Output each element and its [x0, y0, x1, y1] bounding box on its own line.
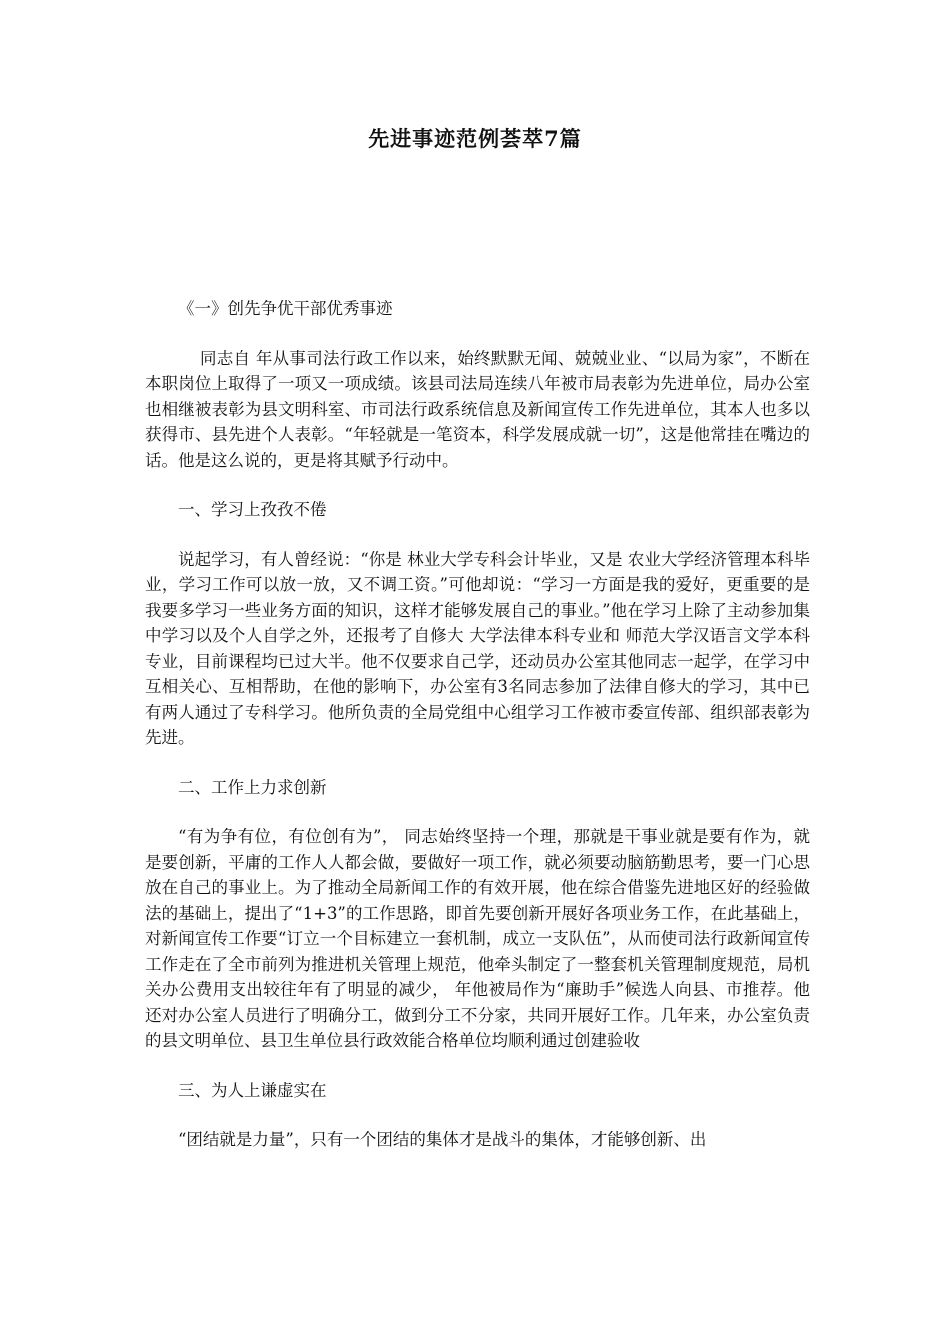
- section-heading-character: 三、为人上谦虚实在: [178, 1080, 327, 1100]
- section-title: 《一》创先争优干部优秀事迹: [178, 299, 393, 318]
- section-heading-innovation: 二、工作上力求创新: [178, 777, 327, 797]
- section-body-study: 说起学习，有人曾经说：“你是 林业大学专科会计毕业，又是 农业大学经济管理本科毕业，学习工作可以放一放，又不调工资。”可他却说：“学习一方面是我的爱好，更重要的是我要多学习一些业务方面的知识，这样才能够发展自己的事业。”他在学习上除了主动参加集中学习以及个人自学之外，还报考了自修大 大学法律本科专业和 师范大学汉语言文学本科专业，目前课程均已过大半。他不仅要求自己学，还动员办公室其他同志一起学，在学习中互相关心、互相帮助，在他的影响下，办公室有3名同志参加了法律自修大的学习，其中已有两人通过了专科学习。他所负责的全局党组中心组学习工作被市委宣传部、组织部表彰为先进。: [145, 549, 810, 747]
- intro-paragraph: 同志自 年从事司法行政工作以来，始终默默无闻、兢兢业业、“以局为家”，不断在本职岗位上取得了一项又一项成绩。该县司法局连续八年被市局表彰为先进单位，局办公室也相继被表彰为县文明科室、市司法行政系统信息及新闻宣传工作先进单位，其本人也多以获得市、县先进个人表彰。“年轻就是一笔资本，科学发展成就一切”，这是他常挂在嘴边的话。他是这么说的，更是将其赋予行动中。: [145, 348, 810, 470]
- document-body: [145, 296, 810, 1153]
- section-body-character: “团结就是力量”，只有一个团结的集体才是战斗的集体，才能够创新、出: [178, 1130, 707, 1149]
- section-heading-study: 一、学习上孜孜不倦: [178, 500, 327, 519]
- document-title: 先进事迹范例荟萃7篇: [368, 126, 582, 151]
- section-body-innovation: “有为争有位，有位创有为”， 同志始终坚持一个理，那就是干事业就是要有作为，就是要创新，平庸的工作人人都会做，要做好一项工作，就必须要动脑筋勤思考，要一门心思放在自己的事业上。为了推动全局新闻工作的有效开展，他在综合借鉴先进地区好的经验做法的基础上，提出了“1+3”的工作思路，即首先要创新开展好各项业务工作，在此基础上，对新闻宣传工作要“订立一个目标建立一套机制，成立一支队伍”，从而使司法行政新闻宣传工作走在了全市前列为推进机关管理上规范，他牵头制定了一整套机关管理制度规范，局机关办公费用支出较往年有了明显的减少， 年他被局作为“廉助手”候选人向县、市推荐。他还对办公室人员进行了明确分工，做到分工不分家，共同开展好工作。几年来，办公室负责的县文明单位、县卫生单位县行政效能合格单位均顺利通过创建验收: [145, 827, 810, 1050]
